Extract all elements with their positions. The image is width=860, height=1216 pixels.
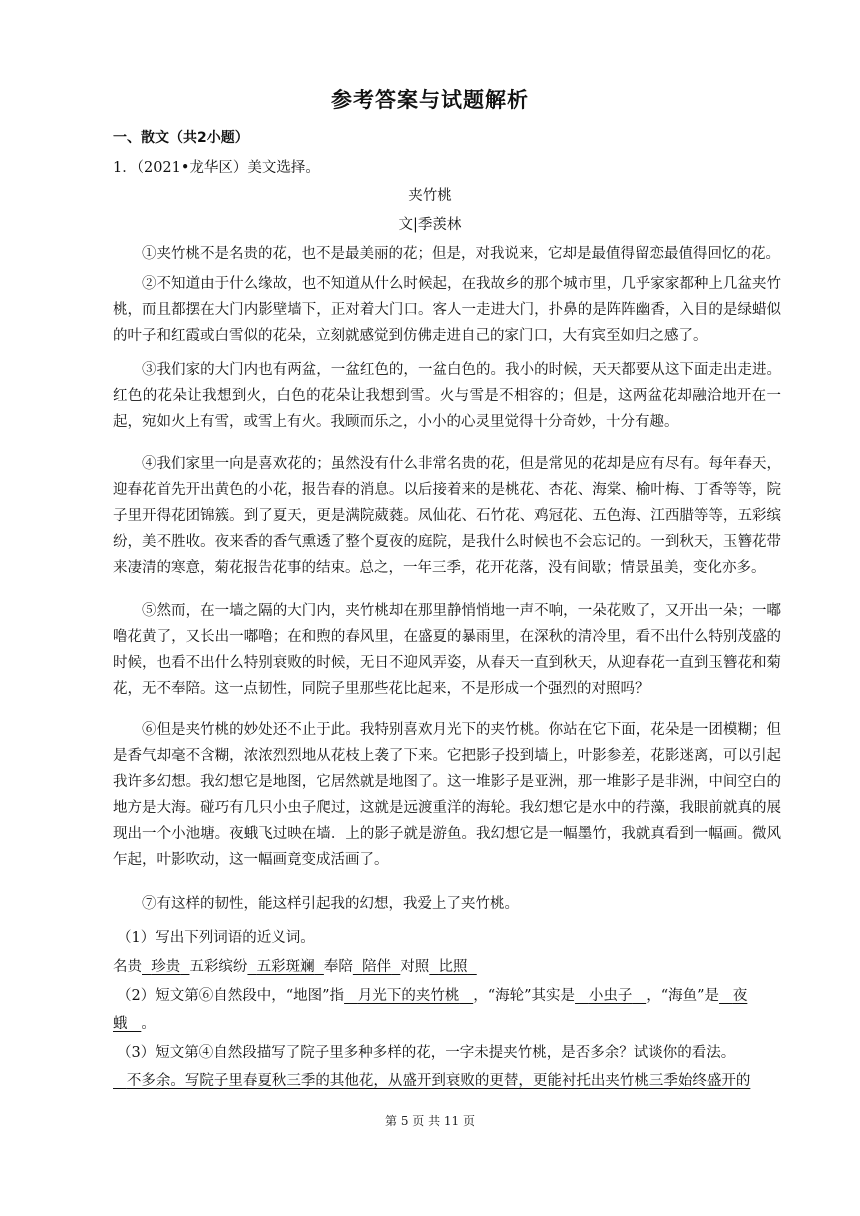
- q1-answer-2: 五彩斑斓: [256, 959, 315, 975]
- q3-answer: 不多余。写院子里春夏秋三季的其他花，从盛开到衰败的更替，更能衬托出夹竹桃三季始终盛开的: [126, 1073, 751, 1089]
- q2-line-2: [113, 1014, 156, 1034]
- q2-answer-2: 小虫子: [588, 988, 633, 1004]
- q1-word-3: 奉陪: [323, 959, 353, 975]
- question-1-heading: 1．（2021•龙华区）美文选择。: [113, 160, 320, 176]
- q2-prompt-2: ，“海轮”其实是: [473, 988, 576, 1004]
- page-title: 参考答案与试题解析: [331, 88, 529, 112]
- q1-answer-4: 比照: [438, 959, 468, 975]
- paragraph-1: ①夹竹桃不是名贵的花，也不是最美丽的花；但是，对我说来，它却是最值得留恋最值得回忆的花。: [142, 246, 780, 262]
- q2-answer-1: 月光下的夹竹桃: [357, 988, 460, 1004]
- q1-answer-1: 珍贵: [151, 959, 181, 975]
- q1-answer-3: 陪伴: [362, 959, 392, 975]
- q2-end: 。: [141, 1016, 156, 1032]
- q1-word-4: 对照: [400, 959, 430, 975]
- q1-answers: [113, 957, 477, 977]
- section-heading: 一、散文（共2小题）: [113, 130, 249, 146]
- page-footer: 第 5 页 共 11 页: [385, 1114, 475, 1128]
- paragraph-4: ④我们家里一向是喜欢花的；虽然没有什么非常名贵的花，但是常见的花却是应有尽有。每年春天，迎春花首先开出黄色的小花，报告春的消息。以后接着来的是桃花、杏花、海棠、榆叶梅、丁香等等，院子里开得花团锦簇。到了夏天，更是满院葳蕤。凤仙花、石竹花、鸡冠花、五色海、江西腊等等，五彩缤纷，美不胜收。夜来香的香气熏透了整个夏夜的庭院，是我什么时候也不会忘记的。一到秋天，玉簪花带来凄清的寒意，菊花报告花事的结束。总之，一年三季，花开花落，没有间歇；情景虽美，变化亦多。: [113, 456, 781, 576]
- q1-word-1: 名贵: [113, 959, 142, 975]
- q2-answer-3b: 蛾: [113, 1016, 128, 1032]
- q3-prompt: （3）短文第④自然段描写了院子里多种多样的花，一字未提夹竹桃，是否多余？试谈你的看法。: [117, 1045, 736, 1061]
- paragraph-2: ②不知道由于什么缘故，也不知道从什么时候起，在我故乡的那个城市里，几乎家家都种上几盆夹竹桃，而且都摆在大门内影壁墙下，正对着大门口。客人一走进大门，扑鼻的是阵阵幽香，入目的是绿蜡似的叶子和红霞或白雪似的花朵，立刻就感觉到仿佛走进自己的家门口，大有宾至如归之感了。: [113, 276, 781, 344]
- q2-prompt-1: （2）短文第⑥自然段中，“地图”指: [117, 988, 345, 1004]
- paragraph-6: ⑥但是夹竹桃的妙处还不止于此。我特别喜欢月光下的夹竹桃。你站在它下面，花朵是一团模糊；但是香气却毫不含糊，浓浓烈烈地从花枝上袭了下来。它把影子投到墙上，叶影参差，花影迷离，可以引起我许多幻想。我幻想它是地图，它居然就是地图了。这一堆影子是亚洲，那一堆影子是非洲，中间空白的地方是大海。碰巧有几只小虫子爬过，这就是远渡重洋的海轮。我幻想它是水中的荇藻，我眼前就真的展现出一个小池塘。夜蛾飞过映在墙．上的影子就是游鱼。我幻想它是一幅墨竹，我就真看到一幅画。微风乍起，叶影吹动，这一幅画竟变成活画了。: [113, 722, 781, 868]
- q2-line: [117, 986, 747, 1006]
- q2-prompt-3: ，“海鱼”是: [646, 988, 720, 1004]
- q1-word-2: 五彩缤纷: [189, 959, 248, 975]
- essay-author: 文|季羡林: [398, 217, 462, 233]
- paragraph-3: ③我们家的大门内也有两盆，一盆红色的，一盆白色的。我小的时候，天天都要从这下面走出走进。红色的花朵让我想到火，白色的花朵让我想到雪。火与雪是不相容的；但是，这两盆花却融洽地开在一起，宛如火上有雪，或雪上有火。我顾而乐之，小小的心灵里觉得十分奇妙，十分有趣。: [113, 362, 781, 430]
- paragraph-5: ⑤然而，在一墙之隔的大门内，夹竹桃却在那里静悄悄地一声不响，一朵花败了，又开出一朵；一嘟噜花黄了，又长出一嘟噜；在和煦的春风里，在盛夏的暴雨里，在深秋的清冷里，看不出什么特别茂盛的时候，也看不出什么特别衰败的时候，无日不迎风弄姿，从春天一直到秋天，从迎春花一直到玉簪花和菊花，无不奉陪。这一点韧性，同院子里那些花比起来，不是形成一个强烈的对照吗？: [113, 603, 781, 697]
- paragraph-7: ⑦有这样的韧性，能这样引起我的幻想，我爱上了夹竹桃。: [142, 896, 519, 912]
- q2-answer-3a: 夜: [732, 988, 748, 1004]
- essay-title: 夹竹桃: [408, 188, 452, 204]
- q1-prompt: （1）写出下列词语的近义词。: [117, 930, 315, 946]
